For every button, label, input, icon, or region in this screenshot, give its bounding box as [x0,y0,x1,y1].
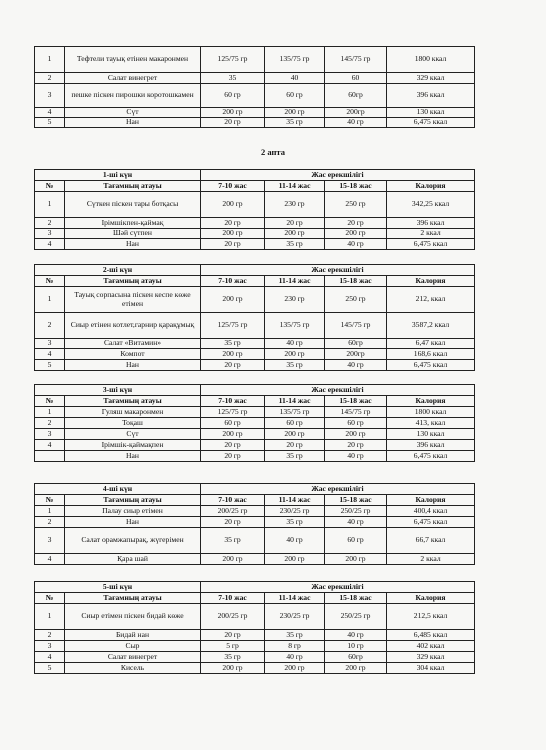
col-header-dish: Тағамның атауы [65,276,201,287]
calories: 130 ккал [387,429,475,440]
portion-7-10: 35 гр [201,528,265,554]
portion-11-14: 40 гр [265,339,325,349]
calories: 396 ккал [387,84,475,108]
day-label: 1-ші күн [35,170,201,181]
col-header-number: № [35,593,65,604]
portion-11-14: 230/25 гр [265,604,325,630]
portion-15-18: 145/75 гр [325,47,387,73]
col-header-calories: Калория [387,593,475,604]
calories: 6,47 ккал [387,339,475,349]
calories: 168,6 ккал [387,349,475,360]
portion-7-10: 20 гр [201,118,265,128]
week-title: 2 апта [261,147,285,157]
row-number: 1 [35,192,65,218]
row-number: 5 [35,360,65,371]
portion-7-10: 20 гр [201,630,265,641]
col-header-15-18: 15-18 жас [325,396,387,407]
portion-15-18: 250 гр [325,287,387,313]
portion-7-10: 200 гр [201,287,265,313]
portion-7-10: 20 гр [201,218,265,229]
portion-11-14: 200 гр [265,663,325,674]
table-row [35,313,475,339]
dish-name: Шәй сүтпен [65,229,201,239]
calories: 6,475 ккал [387,517,475,528]
dish-name: Ірімшікпен-қаймақ [65,218,201,229]
calories: 130 ккал [387,108,475,118]
table-row [35,360,475,371]
table-row [35,641,475,652]
portion-11-14: 60 гр [265,418,325,429]
dish-name: Салат «Витамин» [65,339,201,349]
day-title-row [35,265,475,276]
age-group-header: Жас ерекшілігі [201,385,475,396]
col-header-11-14: 11-14 жас [265,593,325,604]
portion-7-10: 5 гр [201,641,265,652]
day-label: 3-ші күн [35,385,201,396]
table-row [35,429,475,440]
row-number: 4 [35,239,65,250]
dish-name: пешке піскен пирошки коротошкамен [65,84,201,108]
portion-7-10: 60 гр [201,418,265,429]
col-header-11-14: 11-14 жас [265,181,325,192]
portion-7-10: 200 гр [201,108,265,118]
calories: 402 ккал [387,641,475,652]
dish-name: Сүт [65,429,201,440]
row-number: 1 [35,287,65,313]
dish-name: Нан [65,517,201,528]
portion-15-18: 200 гр [325,554,387,565]
week1-continued-table [34,46,475,128]
table-row [35,663,475,674]
dish-name: Сиыр етінен котлет,гарнир қарақұмық [65,313,201,339]
col-header-number: № [35,181,65,192]
portion-11-14: 230 гр [265,192,325,218]
row-number: 4 [35,440,65,451]
portion-11-14: 200 гр [265,349,325,360]
dish-name: Бидай нан [65,630,201,641]
row-number: 1 [35,407,65,418]
col-header-11-14: 11-14 жас [265,396,325,407]
portion-15-18: 40 гр [325,118,387,128]
portion-7-10: 200/25 гр [201,604,265,630]
day-title-row [35,170,475,181]
calories: 396 ккал [387,218,475,229]
dish-name: Сүт [65,108,201,118]
col-header-dish: Тағамның атауы [65,495,201,506]
portion-15-18: 250 гр [325,192,387,218]
table-row [35,84,475,108]
calories: 6,475 ккал [387,360,475,371]
dish-name: Тефтели тауық етінен макаронмен [65,47,201,73]
portion-15-18: 200гр [325,349,387,360]
portion-7-10: 200 гр [201,349,265,360]
portion-7-10: 200 гр [201,554,265,565]
day-title-row [35,582,475,593]
portion-11-14: 40 гр [265,652,325,663]
portion-15-18: 60 гр [325,418,387,429]
calories: 3587,2 ккал [387,313,475,339]
portion-15-18: 250/25 гр [325,506,387,517]
calories: 1800 ккал [387,47,475,73]
dish-name: Нан [65,118,201,128]
dish-name: Нан [65,239,201,250]
portion-7-10: 35 гр [201,652,265,663]
col-header-calories: Калория [387,181,475,192]
portion-15-18: 250/25 гр [325,604,387,630]
portion-7-10: 125/75 гр [201,407,265,418]
row-number: 3 [35,229,65,239]
calories: 6,475 ккал [387,118,475,128]
table-row [35,418,475,429]
dish-name: Сиыр етімен піскен бидай көже [65,604,201,630]
day-label: 4-ші күн [35,484,201,495]
table-row [35,229,475,239]
portion-7-10: 200 гр [201,663,265,674]
table-row [35,506,475,517]
day-title-row [35,484,475,495]
col-header-number: № [35,396,65,407]
row-number: 3 [35,429,65,440]
dish-name: Тауық сорпасына піскен кеспе көже етімен [65,287,201,313]
row-number: 3 [35,84,65,108]
dish-name: Сүткен піскен тары ботқасы [65,192,201,218]
calories: 342,25 ккал [387,192,475,218]
age-group-header: Жас ерекшілігі [201,484,475,495]
portion-11-14: 60 гр [265,84,325,108]
portion-7-10: 60 гр [201,84,265,108]
day-table [34,581,475,674]
calories: 329 ккал [387,73,475,84]
portion-7-10: 20 гр [201,239,265,250]
portion-11-14: 135/75 гр [265,313,325,339]
portion-7-10: 35 [201,73,265,84]
table-row [35,218,475,229]
row-number: 2 [35,630,65,641]
age-group-header: Жас ерекшілігі [201,170,475,181]
row-number: 2 [35,313,65,339]
dish-name: Салат винегрет [65,73,201,84]
calories: 6,475 ккал [387,451,475,462]
table-row [35,47,475,73]
portion-15-18: 60 [325,73,387,84]
portion-15-18: 200 гр [325,229,387,239]
col-header-7-10: 7-10 жас [201,495,265,506]
col-header-15-18: 15-18 жас [325,276,387,287]
row-number: 2 [35,418,65,429]
column-header-row [35,495,475,506]
table-row [35,118,475,128]
table-row [35,339,475,349]
portion-15-18: 60гр [325,84,387,108]
column-header-row [35,276,475,287]
calories: 212,5 ккал [387,604,475,630]
dish-name: Нан [65,451,201,462]
portion-15-18: 200 гр [325,663,387,674]
dish-name: Кисель [65,663,201,674]
table-row [35,192,475,218]
column-header-row [35,396,475,407]
dish-name: Палау сиыр етімен [65,506,201,517]
col-header-15-18: 15-18 жас [325,181,387,192]
table-row [35,652,475,663]
day-table [34,264,475,371]
row-number: 5 [35,118,65,128]
portion-11-14: 35 гр [265,517,325,528]
portion-15-18: 60гр [325,339,387,349]
portion-11-14: 35 гр [265,239,325,250]
portion-15-18: 200гр [325,108,387,118]
day-table [34,169,475,250]
col-header-7-10: 7-10 жас [201,396,265,407]
col-header-number: № [35,276,65,287]
col-header-calories: Калория [387,495,475,506]
portion-15-18: 10 гр [325,641,387,652]
row-number: 1 [35,506,65,517]
dish-name: Ірімшік-қаймақпен [65,440,201,451]
portion-11-14: 20 гр [265,218,325,229]
table-row [35,239,475,250]
row-number: 2 [35,517,65,528]
portion-7-10: 200 гр [201,192,265,218]
col-header-11-14: 11-14 жас [265,495,325,506]
portion-15-18: 20 гр [325,440,387,451]
col-header-dish: Тағамның атауы [65,593,201,604]
row-number: 4 [35,349,65,360]
portion-7-10: 20 гр [201,440,265,451]
day-label: 2-ші күн [35,265,201,276]
portion-7-10: 35 гр [201,339,265,349]
table-row [35,73,475,84]
calories: 413, ккал [387,418,475,429]
portion-15-18: 60 гр [325,528,387,554]
portion-11-14: 135/75 гр [265,407,325,418]
dish-name: Тоқаш [65,418,201,429]
portion-7-10: 125/75 гр [201,313,265,339]
row-number: 2 [35,73,65,84]
portion-11-14: 230 гр [265,287,325,313]
col-header-11-14: 11-14 жас [265,276,325,287]
age-group-header: Жас ерекшілігі [201,265,475,276]
calories: 400,4 ккал [387,506,475,517]
row-number: 5 [35,663,65,674]
portion-15-18: 145/75 гр [325,313,387,339]
col-header-dish: Тағамның атауы [65,396,201,407]
portion-11-14: 200 гр [265,429,325,440]
col-header-15-18: 15-18 жас [325,495,387,506]
dish-name: Нан [65,360,201,371]
portion-7-10: 125/75 гр [201,47,265,73]
col-header-7-10: 7-10 жас [201,276,265,287]
day-title-row [35,385,475,396]
table-row [35,287,475,313]
dish-name: Қара шай [65,554,201,565]
table-row [35,440,475,451]
row-number: 3 [35,641,65,652]
portion-11-14: 20 гр [265,440,325,451]
table-row [35,451,475,462]
row-number: 3 [35,339,65,349]
portion-15-18: 40 гр [325,360,387,371]
column-header-row [35,181,475,192]
dish-name: Салат орамжапырақ, жүгерімен [65,528,201,554]
col-header-15-18: 15-18 жас [325,593,387,604]
row-number: 1 [35,47,65,73]
portion-11-14: 8 гр [265,641,325,652]
table-row [35,630,475,641]
table-row [35,528,475,554]
portion-11-14: 40 гр [265,528,325,554]
portion-15-18: 20 гр [325,218,387,229]
day-table [34,384,475,462]
dish-name: Салат винегрет [65,652,201,663]
row-number: 3 [35,528,65,554]
table-row [35,108,475,118]
column-header-row [35,593,475,604]
calories: 212, ккал [387,287,475,313]
dish-name: Гуляш макаронмен [65,407,201,418]
table-row [35,554,475,565]
col-header-dish: Тағамның атауы [65,181,201,192]
table-row [35,407,475,418]
calories: 2 ккал [387,229,475,239]
row-number: 4 [35,652,65,663]
portion-11-14: 35 гр [265,451,325,462]
portion-15-18: 40 гр [325,630,387,641]
calories: 6,485 ккал [387,630,475,641]
calories: 6,475 ккал [387,239,475,250]
calories: 304 ккал [387,663,475,674]
portion-15-18: 145/75 гр [325,407,387,418]
portion-15-18: 40 гр [325,451,387,462]
calories: 396 ккал [387,440,475,451]
col-header-7-10: 7-10 жас [201,593,265,604]
portion-15-18: 40 гр [325,239,387,250]
portion-7-10: 200 гр [201,229,265,239]
portion-11-14: 200 гр [265,229,325,239]
calories: 1800 ккал [387,407,475,418]
table-row [35,349,475,360]
day-label: 5-ші күн [35,582,201,593]
row-number [35,451,65,462]
portion-11-14: 230/25 гр [265,506,325,517]
col-header-calories: Калория [387,396,475,407]
col-header-7-10: 7-10 жас [201,181,265,192]
portion-15-18: 60гр [325,652,387,663]
portion-11-14: 40 [265,73,325,84]
age-group-header: Жас ерекшілігі [201,582,475,593]
row-number: 2 [35,218,65,229]
portion-11-14: 35 гр [265,360,325,371]
portion-15-18: 40 гр [325,517,387,528]
portion-7-10: 20 гр [201,451,265,462]
calories: 2 ккал [387,554,475,565]
calories: 329 ккал [387,652,475,663]
col-header-number: № [35,495,65,506]
table-row [35,604,475,630]
portion-11-14: 200 гр [265,554,325,565]
dish-name: Сыр [65,641,201,652]
dish-name: Компот [65,349,201,360]
portion-7-10: 200/25 гр [201,506,265,517]
portion-7-10: 20 гр [201,517,265,528]
portion-11-14: 135/75 гр [265,47,325,73]
row-number: 1 [35,604,65,630]
table-row [35,517,475,528]
portion-11-14: 35 гр [265,630,325,641]
day-table [34,483,475,565]
portion-15-18: 200 гр [325,429,387,440]
col-header-calories: Калория [387,276,475,287]
row-number: 4 [35,108,65,118]
portion-11-14: 200 гр [265,108,325,118]
calories: 66,7 ккал [387,528,475,554]
portion-11-14: 35 гр [265,118,325,128]
portion-7-10: 200 гр [201,429,265,440]
portion-7-10: 20 гр [201,360,265,371]
row-number: 4 [35,554,65,565]
